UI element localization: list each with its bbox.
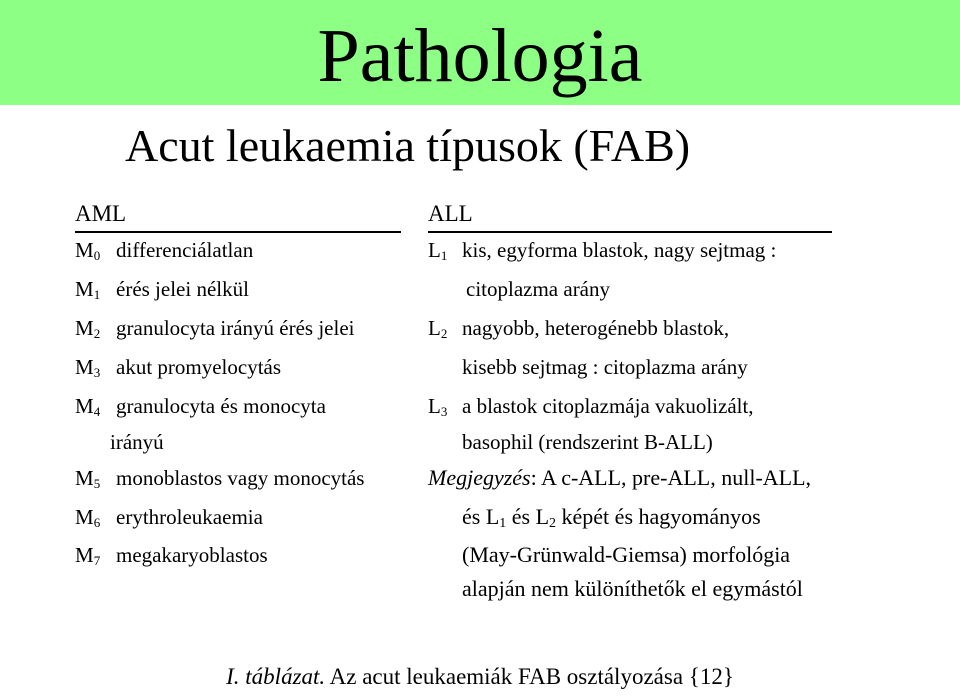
- aml-row-text: erythroleukaemia: [116, 505, 263, 529]
- l1-code: $L_1$: [428, 238, 448, 263]
- aml-row-code: $M_1$: [75, 277, 101, 302]
- all-heading: ALL: [428, 201, 473, 226]
- aml-row-code: $M_5$: [75, 466, 101, 491]
- aml-heading-rule: [75, 231, 401, 233]
- l2-code: $L_2$: [428, 316, 448, 341]
- l1-text-line1: kis, egyforma blastok, nagy sejtmag :: [462, 238, 777, 262]
- aml-row-text: monoblastos vagy monocytás: [116, 466, 365, 490]
- page-subtitle: Acut leukaemia típusok (FAB): [125, 120, 691, 171]
- aml-row-text: granulocyta és monocyta: [116, 394, 326, 418]
- aml-row-text: differenciálatlan: [116, 238, 254, 262]
- aml-row-text: irányú: [110, 430, 164, 454]
- aml-row-code: $M_7$: [75, 543, 101, 568]
- aml-heading: AML: [75, 201, 127, 226]
- aml-row-text: akut promyelocytás: [116, 355, 282, 379]
- note-line2: és $L_1$ és $L_2$ képét és hagyományos: [462, 504, 761, 531]
- note-label: Megjegyzés: [428, 465, 531, 490]
- note-line4: alapján nem különíthetők el egymástól: [462, 576, 803, 601]
- note-line3: (May-Grünwald-Giemsa) morfológia: [462, 542, 791, 567]
- l2-text-line2: kisebb sejtmag : citoplazma arány: [462, 355, 748, 379]
- aml-row-code: $M_2$: [75, 316, 101, 341]
- aml-row-code: $M_3$: [75, 355, 101, 380]
- l2-text-line1: nagyobb, heterogénebb blastok,: [462, 316, 730, 340]
- note-line1: Megjegyzés: A c-ALL, pre-ALL, null-ALL,: [428, 465, 812, 490]
- aml-row-text: érés jelei nélkül: [116, 277, 249, 301]
- table-caption: [0, 662, 960, 692]
- aml-row-text: granulocyta irányú érés jelei: [116, 316, 355, 340]
- all-heading-rule: [428, 231, 832, 233]
- aml-row-code: $M_4$: [75, 394, 101, 419]
- l3-text-line1: a blastok citoplazmája vakuolizált,: [462, 394, 754, 418]
- l3-text-line2: basophil (rendszerint B-ALL): [462, 430, 713, 454]
- l1-text-line2: citoplazma arány: [466, 277, 611, 301]
- caption-label: I. táblázat.: [226, 664, 326, 689]
- page-title: Pathologia: [317, 14, 643, 98]
- caption-text: Az acut leukaemiák FAB osztályozása {12}: [325, 664, 734, 689]
- aml-row-code: $M_0$: [75, 238, 101, 263]
- aml-row-code: $M_6$: [75, 505, 101, 530]
- aml-row-text: megakaryoblastos: [116, 543, 268, 567]
- l3-code: $L_3$: [428, 394, 448, 419]
